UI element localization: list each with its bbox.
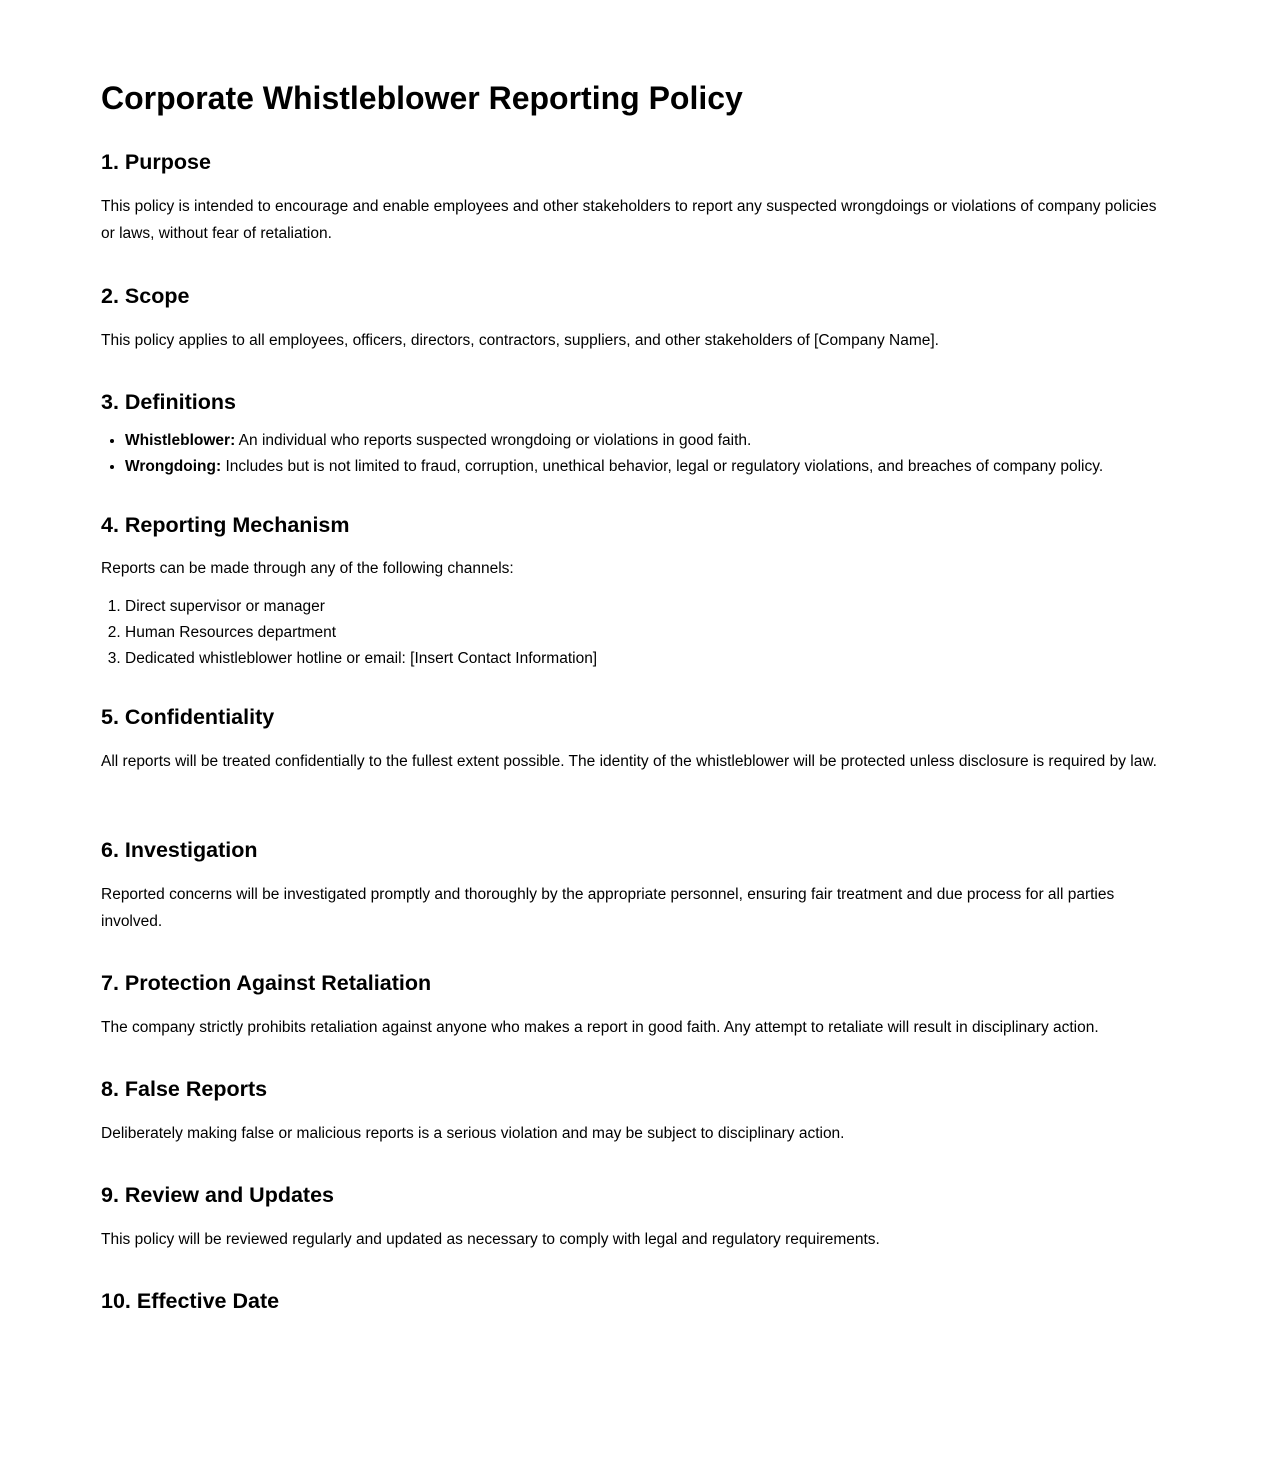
channel-item: 2. Human Resources department [125,620,1163,646]
section-heading: 9. Review and Updates [101,1183,334,1207]
definitions-list [101,428,1163,480]
section-body: This policy applies to all employees, officers, directors, contractors, suppliers, and other stakeholders of [Company Name]. [101,332,939,349]
section-body: Deliberately making false or malicious reports is a serious violation and may be subject to disciplinary action. [101,1125,845,1142]
section-body: The company strictly prohibits retaliation against anyone who makes a report in good faith. Any attempt to retaliate will result in disciplinary action. [101,1019,1099,1036]
section-scope [101,283,1163,354]
section-heading: 4. Reporting Mechanism [101,513,350,537]
section-confidentiality [101,704,1163,775]
definition-text: An individual who reports suspected wrongdoing or violations in good faith. [235,432,752,449]
section-body: Reports can be made through any of the following channels: [101,560,514,577]
section-review-and-updates [101,1182,1163,1253]
definition-text: Includes but is not limited to fraud, corruption, unethical behavior, legal or regulatory violations, and breaches of company policy. [221,458,1104,475]
section-heading: 3. Definitions [101,390,236,414]
section-definitions [101,389,1163,480]
section-heading: 2. Scope [101,284,190,308]
section-false-reports [101,1076,1163,1147]
channel-item: 1. Direct supervisor or manager [125,594,1163,620]
section-body: Reported concerns will be investigated promptly and thoroughly by the appropriate personnel, ensuring fair treatment and due process for all parties involved. [101,886,1115,930]
section-purpose [101,149,1163,247]
section-reporting-mechanism [101,512,1163,672]
section-body: This policy will be reviewed regularly and updated as necessary to comply with legal and regulatory requirements. [101,1231,880,1248]
section-body: This policy is intended to encourage and enable employees and other stakeholders to report any suspected wrongdoings or violations of company policies or laws, without fear of retaliation. [101,198,1157,242]
channels-list [101,594,1163,672]
section-heading: 7. Protection Against Retaliation [101,971,432,995]
section-body: All reports will be treated confidentially to the fullest extent possible. The identity of the whistleblower will be protected unless disclosure is required by law. [101,753,1157,770]
definition-item [125,454,1163,480]
section-heading: 8. False Reports [101,1077,268,1101]
section-heading: 5. Confidentiality [101,705,275,729]
section-protection-against-retaliation [101,970,1163,1041]
section-heading: 10. Effective Date [101,1289,280,1313]
definition-term: Wrongdoing: [125,458,222,475]
section-heading: 6. Investigation [101,838,258,862]
section-heading: 1. Purpose [101,150,211,174]
definition-item [125,428,1163,454]
section-investigation [101,837,1163,935]
channel-item: 3. Dedicated whistleblower hotline or email: [Insert Contact Information] [125,646,1163,672]
section-effective-date [101,1288,1163,1314]
definition-term: Whistleblower: [125,432,236,449]
page-title: Corporate Whistleblower Reporting Policy [101,80,743,116]
